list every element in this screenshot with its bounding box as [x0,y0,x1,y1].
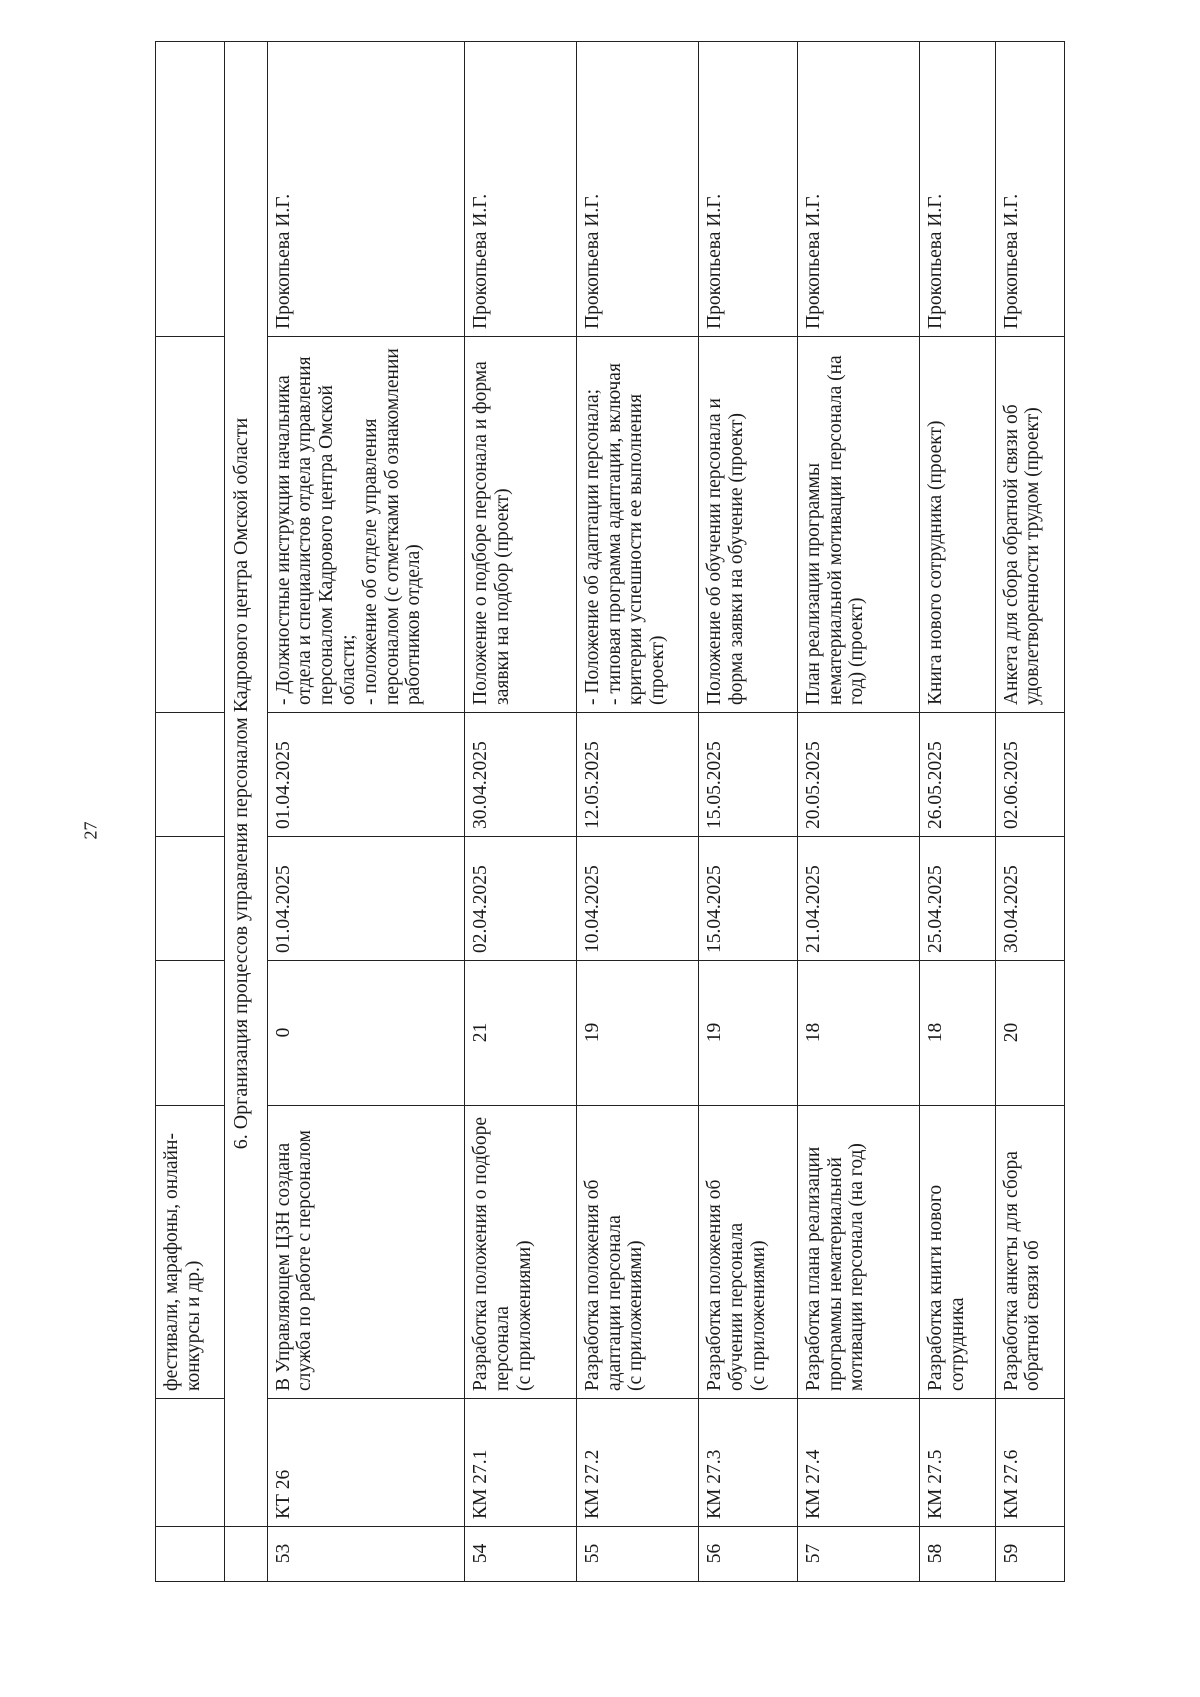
row-result: Положение о подборе персонала и форма заявки на подбор (проект) [465,337,577,713]
row-duration: 18 [797,961,919,1106]
row-name: Разработка положения о подборе персонала (с приложениями) [465,1106,577,1399]
row-number: 53 [267,1527,465,1582]
row-name: Разработка положения об адаптации персонала (с приложениями) [576,1106,698,1399]
table-row [995,42,1064,1582]
row-result: - Должностные инструкции начальника отдела и специалистов отдела управления персоналом Кадрового центра Омской области; - положение об отделе управления персоналом (с отметками об ознакомлении работников отдела) [267,337,465,713]
row-responsible: Прокопьева И.Г. [576,42,698,337]
row-end-date: 30.04.2025 [465,713,577,837]
table-row [576,42,698,1582]
plan-table-rotated [155,42,1065,1582]
row-name: Разработка положения об обучении персонала (с приложениями) [698,1106,797,1399]
row-code: КМ 27.2 [576,1399,698,1527]
table-row [267,42,465,1582]
row-start-date: 21.04.2025 [797,837,919,961]
row-duration: 18 [919,961,995,1106]
row-responsible: Прокопьева И.Г. [698,42,797,337]
row-number: 58 [919,1527,995,1582]
row-result: Анкета для сбора обратной связи об удовлетворенности трудом (проект) [995,337,1064,713]
row-end-date: 01.04.2025 [267,713,465,837]
row-result: Положение об обучении персонала и форма заявки на обучение (проект) [698,337,797,713]
row-code: КМ 27.5 [919,1399,995,1527]
row-code: КМ 27.1 [465,1399,577,1527]
row-name: В Управляющем ЦЗН создана служба по работе с персоналом [267,1106,465,1399]
row-name: Разработка книги нового сотрудника [919,1106,995,1399]
cell-empty [156,1399,225,1527]
row-duration: 19 [576,961,698,1106]
row-code: КМ 27.6 [995,1399,1064,1527]
row-number: 55 [576,1527,698,1582]
row-start-date: 15.04.2025 [698,837,797,961]
page-number: 27 [80,821,101,840]
row-responsible: Прокопьева И.Г. [465,42,577,337]
row-responsible: Прокопьева И.Г. [919,42,995,337]
plan-table [155,41,1065,1582]
row-number: 54 [465,1527,577,1582]
continuation-row [156,42,225,1582]
row-name: Разработка анкеты для сбора обратной связи об [995,1106,1064,1399]
table-row [698,42,797,1582]
table-row [919,42,995,1582]
cell-empty [156,1527,225,1582]
row-start-date: 25.04.2025 [919,837,995,961]
row-responsible: Прокопьева И.Г. [267,42,465,337]
row-end-date: 12.05.2025 [576,713,698,837]
row-number: 56 [698,1527,797,1582]
row-name: Разработка плана реализации программы нематериальной мотивации персонала (на год) [797,1106,919,1399]
continuation-text: фестивали, марафоны, онлайн-конкурсы и др.) [156,1106,225,1399]
cell-empty [225,1527,267,1582]
row-end-date: 20.05.2025 [797,713,919,837]
row-code: КМ 27.4 [797,1399,919,1527]
cell-empty [156,42,225,337]
row-result: Книга нового сотрудника (проект) [919,337,995,713]
row-end-date: 26.05.2025 [919,713,995,837]
row-responsible: Прокопьева И.Г. [797,42,919,337]
row-start-date: 01.04.2025 [267,837,465,961]
row-duration: 19 [698,961,797,1106]
row-responsible: Прокопьева И.Г. [995,42,1064,337]
section-row [225,42,267,1582]
cell-empty [156,837,225,961]
cell-empty [156,713,225,837]
row-duration: 21 [465,961,577,1106]
row-end-date: 15.05.2025 [698,713,797,837]
cell-empty [156,337,225,713]
row-end-date: 02.06.2025 [995,713,1064,837]
table-row [465,42,577,1582]
row-result: - Положение об адаптации персонала; - типовая программа адаптации, включая критерии успешности ее выполнения (проект) [576,337,698,713]
cell-empty [156,961,225,1106]
row-number: 59 [995,1527,1064,1582]
row-duration: 20 [995,961,1064,1106]
row-number: 57 [797,1527,919,1582]
row-start-date: 02.04.2025 [465,837,577,961]
table-row [797,42,919,1582]
row-code: КТ 26 [267,1399,465,1527]
section-title: 6. Организация процессов управления персоналом Кадрового центра Омской области [225,42,267,1527]
row-start-date: 10.04.2025 [576,837,698,961]
row-duration: 0 [267,961,465,1106]
row-result: План реализации программы нематериальной мотивации персонала (на год) (проект) [797,337,919,713]
row-start-date: 30.04.2025 [995,837,1064,961]
row-code: КМ 27.3 [698,1399,797,1527]
